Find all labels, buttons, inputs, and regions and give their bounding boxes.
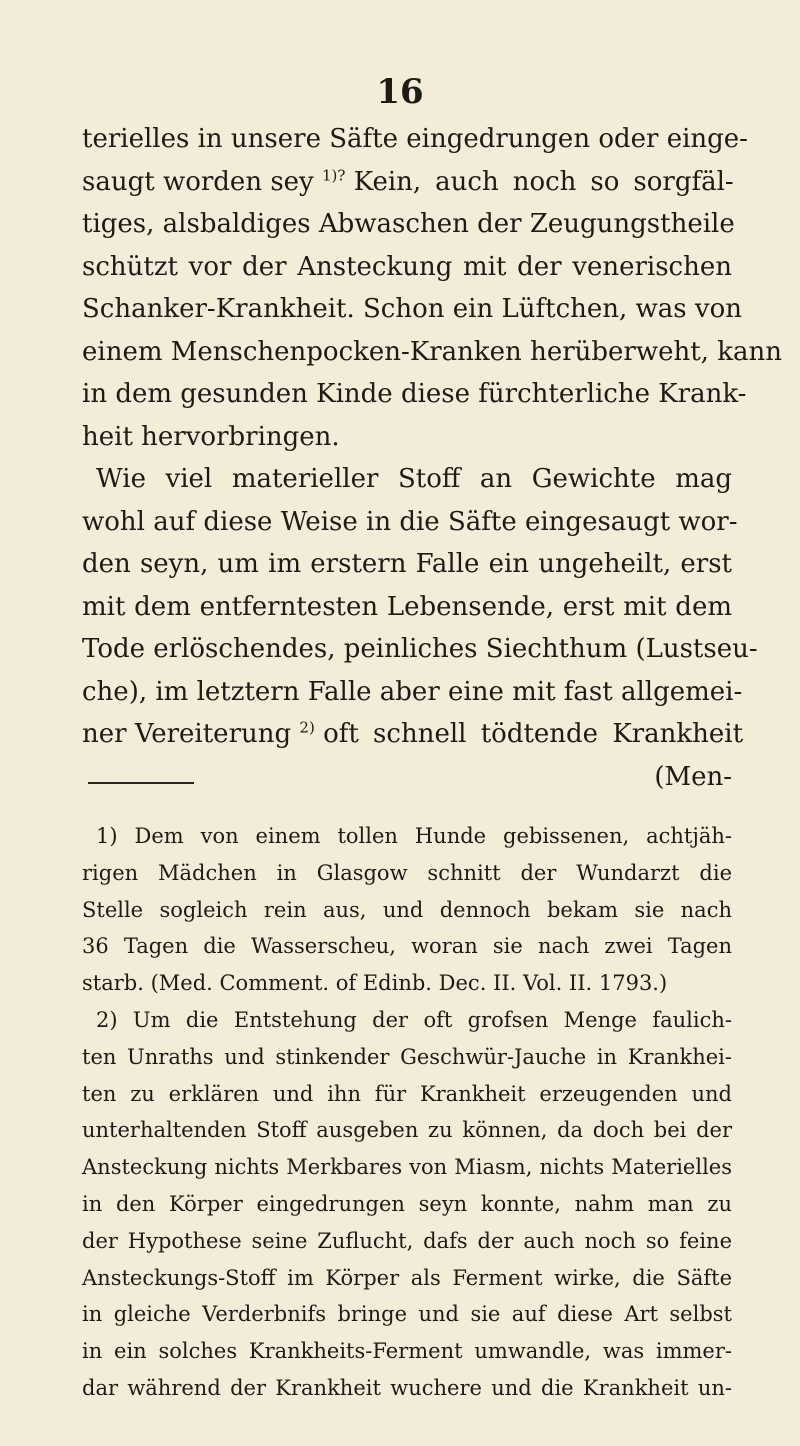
footnote-line: in den Körper eingedrungen seyn konnte, nahm man zu — [82, 1191, 732, 1216]
catchword: (Men- — [654, 761, 732, 792]
footnote-line: 1) Dem von einem tollen Hunde gebissenen, achtjäh- — [96, 824, 732, 848]
footnote-line: Ansteckung nichts Merkbares von Miasm, nichts Materielles — [82, 1155, 732, 1180]
text-line: einem Menschenpocken-Kranken herüberweht, kann — [82, 336, 782, 367]
text-segment: Kein, auch noch so sorgfäl- — [353, 166, 734, 197]
text-line: heit hervorbringen. — [82, 421, 340, 452]
text-line: tiges, alsbaldiges Abwaschen der Zeugungstheile — [82, 209, 735, 239]
footnote-marker: 1)? — [322, 165, 346, 184]
text-segment: saugt worden sey — [82, 166, 314, 197]
text-line — [82, 713, 744, 756]
text-line: che), im letztern Falle aber eine mit fast allgemei- — [82, 676, 743, 707]
main-text — [82, 118, 782, 798]
footnotes — [82, 818, 732, 1407]
footnote-line: ten zu erklären und ihn für Krankheit erzeugenden und — [82, 1081, 732, 1106]
text-line: den seyn, um im erstern Falle ein ungeheilt, erst — [82, 549, 732, 579]
text-line: Tode erlöschendes, peinliches Siechthum (Lustseu- — [82, 634, 758, 664]
text-line: wohl auf diese Weise in die Säfte eingesaugt wor- — [82, 506, 738, 537]
page-number: 16 — [376, 72, 424, 112]
text-line: mit dem entferntesten Lebensende, erst mit dem — [82, 591, 732, 622]
footnote-line: unterhaltenden Stoff ausgeben zu können, da doch bei der — [82, 1118, 732, 1143]
footnote-line: starb. (Med. Comment. of Edinb. Dec. II. Vol. II. 1793.) — [82, 971, 668, 996]
footnote-line: 2) Um die Entstehung der oft grofsen Menge faulich- — [96, 1007, 732, 1032]
footnote-marker: 2) — [299, 718, 315, 737]
footnote-line: in gleiche Verderbnifs bringe und sie auf diese Art selbst — [82, 1302, 732, 1327]
footnote-line: dar während der Krankheit wuchere und die Krankheit un- — [82, 1375, 732, 1400]
footnote-line: Stelle sogleich rein aus, und dennoch bekam sie nach — [82, 897, 732, 922]
footnote-rule — [88, 782, 194, 784]
text-line: schützt vor der Ansteckung mit der venerischen — [82, 251, 732, 282]
text-line: Wie viel materieller Stoff an Gewichte mag — [96, 464, 732, 494]
footnote-line: in ein solches Krankheits-Ferment umwandle, was immer- — [82, 1339, 732, 1364]
footnote-line: Ansteckungs-Stoff im Körper als Ferment wirke, die Säfte — [82, 1265, 732, 1290]
footnote-line: 36 Tagen die Wasserscheu, woran sie nach zwei Tagen — [82, 934, 732, 959]
footnote-separator-row — [82, 756, 732, 799]
text-line — [82, 161, 732, 204]
footnote-line: rigen Mädchen in Glasgow schnitt der Wundarzt die — [82, 860, 732, 885]
text-line: terielles in unsere Säfte eingedrungen oder einge- — [82, 124, 748, 154]
text-segment: ner Vereiterung — [82, 719, 292, 749]
text-segment: oft schnell tödtende Krankheit — [323, 719, 744, 749]
text-line: Schanker-Krankheit. Schon ein Lüftchen, was von — [82, 294, 742, 324]
footnote-line: der Hypothese seine Zuflucht, dafs der auch noch so feine — [82, 1228, 732, 1253]
footnote-line: ten Unraths und stinkender Geschwür-Jauche in Krankhei- — [82, 1044, 732, 1069]
text-line: in dem gesunden Kinde diese fürchterliche Krank- — [82, 379, 747, 409]
